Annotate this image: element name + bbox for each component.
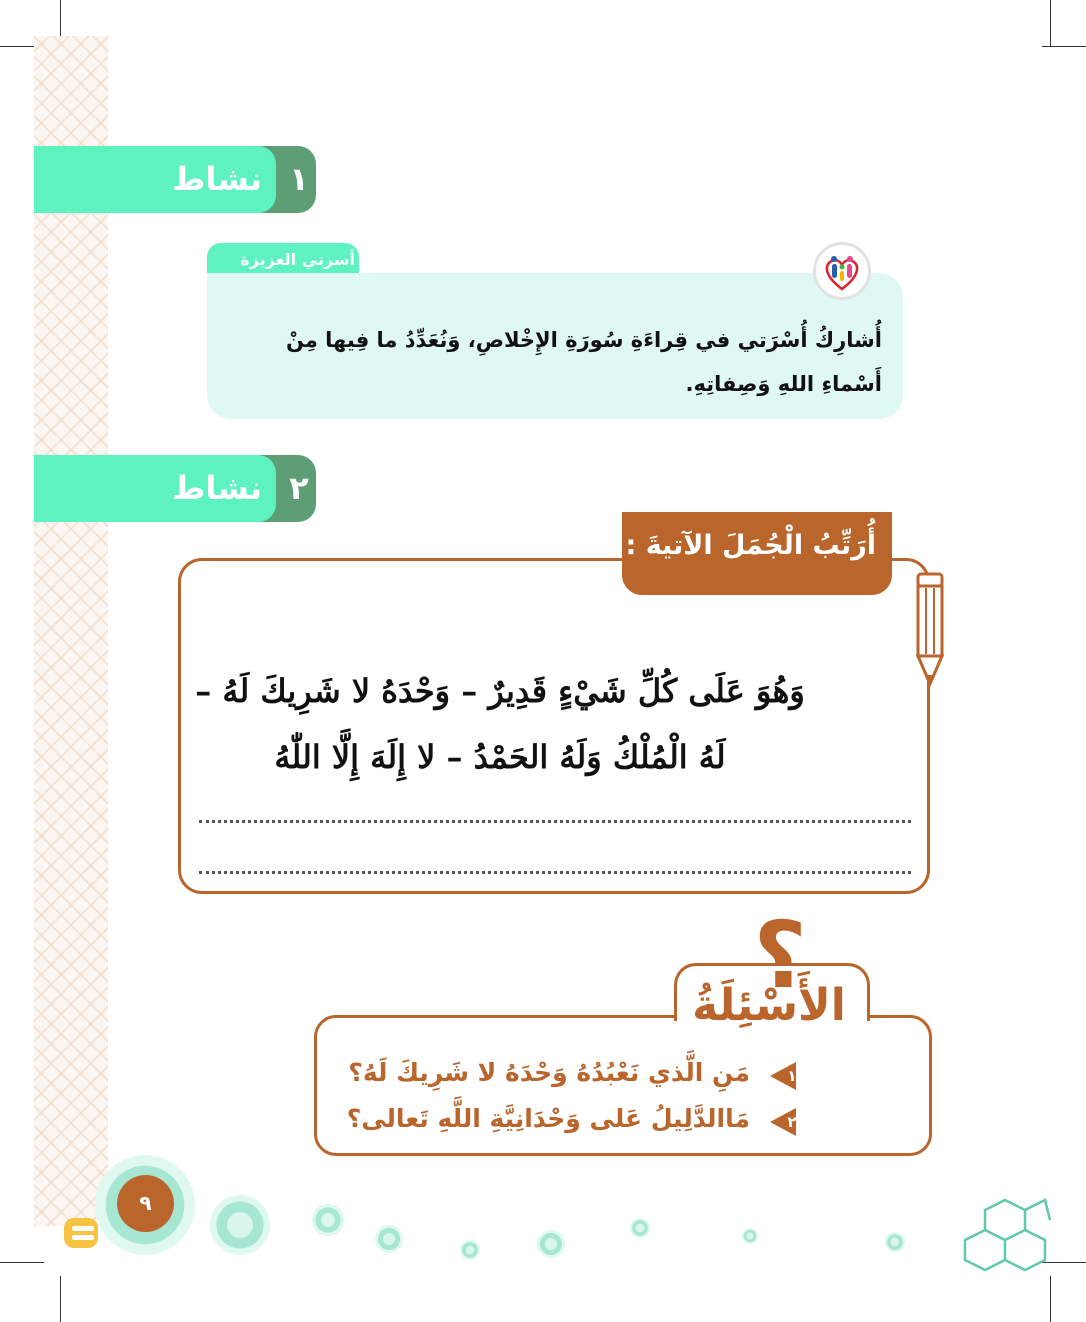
crop-mark <box>1050 0 1051 46</box>
rosette-decoration <box>885 1232 905 1252</box>
answer-line-2[interactable] <box>199 871 911 874</box>
geometric-pattern-decoration <box>955 1180 1055 1280</box>
rosette-decoration <box>537 1230 565 1258</box>
question-2-number: ٢ <box>787 1113 797 1131</box>
activity-2-number: ٢ <box>289 469 309 507</box>
activity-2-label: نشاط <box>172 469 262 507</box>
rosette-decoration <box>460 1240 480 1260</box>
family-heart-icon <box>813 242 871 300</box>
page-number: ٩ <box>117 1175 174 1232</box>
arrange-line-2: لَهُ الْمُلْكُ وَلَهُ الحَمْدُ – لا إِلَهَ إِلَّا اللّٰهُ <box>274 738 726 776</box>
pencil-icon <box>913 572 947 690</box>
arrange-title: أُرَتِّبُ الْجُمَلَ الآتيةَ : <box>625 530 876 561</box>
crop-mark <box>1042 46 1086 47</box>
activity-1-number: ١ <box>289 160 309 198</box>
question-mark-icon: ؟ <box>753 902 807 1009</box>
arrange-line-1: وَهُوَ عَلَى كُلِّ شَيْءٍ قَدِيرٌ – وَحْدَهُ لا شَرِيكَ لَهُ – <box>195 672 805 710</box>
decorative-pattern-strip <box>34 36 108 1226</box>
rosette-decoration <box>630 1218 650 1238</box>
rosette-decoration <box>742 1228 758 1244</box>
activity-1-label: نشاط <box>172 160 262 198</box>
answer-line-1[interactable] <box>199 820 911 823</box>
publisher-logo <box>62 1212 102 1252</box>
rosette-decoration <box>312 1204 344 1236</box>
family-activity-text: أُشارِكُ أُسْرَتي في قِراءَةِ سُورَةِ الإِخْلاصِ، وَنُعَدِّدُ ما فِيها مِنْ أَسْماءِ اللهِ وَصِفاتِهِ. <box>285 328 882 396</box>
question-2-text: مَاالدَّلِيلُ عَلى وَحْدَانِيَّةِ اللَّهِ تَعالى؟ <box>346 1104 750 1133</box>
question-1-text: مَنِ الَّذي نَعْبُدُهُ وَحْدَهُ لا شَرِيكَ لَهُ؟ <box>348 1058 750 1087</box>
crop-mark <box>60 1276 61 1322</box>
arrange-sentences-box <box>178 558 930 894</box>
family-tab-label: أسرتي العزيزة <box>240 250 355 269</box>
rosette-decoration <box>210 1195 270 1255</box>
questions-title: الأَسْئِلَةُ <box>692 980 846 1031</box>
rosette-decoration <box>375 1225 403 1253</box>
crop-mark <box>1050 1276 1051 1322</box>
question-1-number: ١ <box>787 1067 797 1085</box>
crop-mark <box>0 1262 44 1263</box>
